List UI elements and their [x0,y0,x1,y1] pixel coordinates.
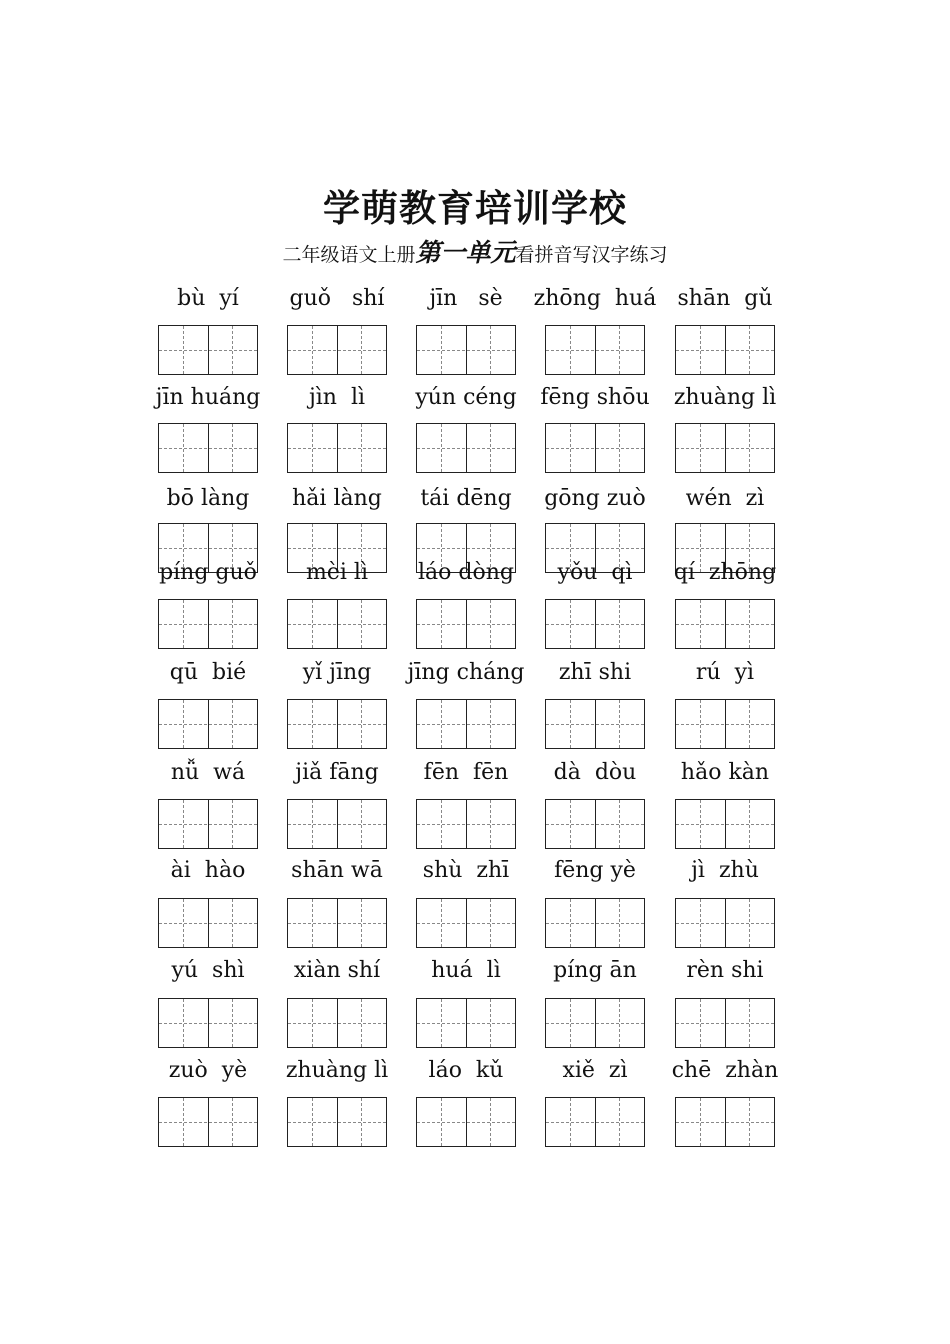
pinyin-label: nǚ wá [170,760,246,785]
box-guide-vertical [361,424,362,472]
box-guide-vertical [619,899,620,947]
box-guide-horizontal [417,448,515,449]
pinyin-label: xiàn shí [293,958,381,983]
box-guide-horizontal [676,1023,774,1024]
pinyin-label: jìn lì [308,385,366,410]
pinyin-label: yǐ jīng [302,660,372,685]
box-guide-horizontal [417,624,515,625]
box-guide-horizontal [676,923,774,924]
box-guide-horizontal [676,350,774,351]
box-guide-horizontal [417,1122,515,1123]
box-guide-vertical [361,999,362,1047]
page-title: 学萌教育培训学校 [323,187,627,230]
box-guide-vertical [441,999,442,1047]
pinyin-label: shù zhī [422,858,510,883]
writing-box[interactable] [545,898,645,948]
box-guide-vertical [570,424,571,472]
writing-box[interactable] [158,423,258,473]
pinyin-label: jì zhù [691,858,759,883]
box-guide-vertical [183,600,184,648]
writing-box[interactable] [545,799,645,849]
pinyin-label: láo kǔ [428,1058,504,1083]
pinyin-label: mèi lì [306,560,368,585]
writing-box[interactable] [287,1097,387,1147]
box-guide-horizontal [676,724,774,725]
pinyin-label: chē zhàn [671,1058,779,1083]
writing-box[interactable] [158,898,258,948]
box-guide-vertical [312,424,313,472]
pinyin-label: jīng cháng [407,660,525,685]
writing-box[interactable] [287,599,387,649]
box-guide-horizontal [288,923,386,924]
box-guide-vertical [232,899,233,947]
box-guide-vertical [570,700,571,748]
writing-box[interactable] [416,423,516,473]
box-guide-vertical [312,326,313,374]
box-guide-vertical [570,1098,571,1146]
subtitle-suffix: 看拼音写汉字练习 [515,244,668,266]
pinyin-label: jiǎ fāng [295,760,379,785]
pinyin-label: gōng zuò [544,486,646,511]
box-guide-vertical [749,424,750,472]
box-guide-horizontal [546,1122,644,1123]
pinyin-label: píng ān [553,958,637,983]
pinyin-label: yú shì [171,958,245,983]
pinyin-label: jīn huáng [155,385,261,410]
pinyin-label: ài hào [170,858,246,883]
box-guide-vertical [183,899,184,947]
pinyin-label: wén zì [685,486,765,511]
writing-box[interactable] [675,898,775,948]
box-guide-horizontal [159,724,257,725]
writing-box[interactable] [416,599,516,649]
writing-box[interactable] [416,699,516,749]
box-guide-horizontal [159,548,257,549]
box-guide-vertical [490,899,491,947]
pinyin-label: tái dēng [420,486,512,511]
writing-box[interactable] [545,998,645,1048]
box-guide-vertical [749,326,750,374]
writing-box[interactable] [545,325,645,375]
box-guide-vertical [619,999,620,1047]
box-guide-vertical [361,600,362,648]
box-guide-vertical [232,1098,233,1146]
box-guide-horizontal [159,448,257,449]
box-guide-vertical [700,999,701,1047]
pinyin-label: guǒ shí [289,286,385,311]
box-guide-horizontal [676,1122,774,1123]
writing-box[interactable] [675,699,775,749]
box-guide-vertical [490,800,491,848]
writing-box[interactable] [158,599,258,649]
box-guide-vertical [490,700,491,748]
writing-box[interactable] [158,1097,258,1147]
box-guide-vertical [700,700,701,748]
box-guide-vertical [361,326,362,374]
box-guide-vertical [312,600,313,648]
writing-box[interactable] [675,325,775,375]
box-guide-vertical [570,899,571,947]
box-guide-vertical [183,326,184,374]
pinyin-label: shān gǔ [677,286,773,311]
box-guide-horizontal [288,724,386,725]
pinyin-label: fēng yè [554,858,636,883]
pinyin-label: láo dòng [418,560,514,585]
pinyin-label: jīn sè [429,286,503,311]
box-guide-vertical [700,1098,701,1146]
box-guide-horizontal [546,923,644,924]
box-guide-vertical [441,424,442,472]
subtitle-prefix: 二年级语文上册 [282,244,416,266]
box-guide-horizontal [546,624,644,625]
box-guide-vertical [749,1098,750,1146]
box-guide-vertical [749,700,750,748]
writing-box[interactable] [675,423,775,473]
box-guide-vertical [361,800,362,848]
box-guide-vertical [570,999,571,1047]
writing-box[interactable] [158,799,258,849]
box-guide-vertical [232,424,233,472]
box-guide-vertical [441,899,442,947]
box-guide-horizontal [546,548,644,549]
writing-box[interactable] [287,898,387,948]
pinyin-label: hǎi làng [292,486,382,511]
box-guide-horizontal [159,923,257,924]
box-guide-vertical [183,1098,184,1146]
box-guide-horizontal [676,624,774,625]
box-guide-vertical [232,700,233,748]
box-guide-vertical [361,1098,362,1146]
pinyin-label: qū bié [169,660,247,685]
box-guide-horizontal [546,1023,644,1024]
box-guide-vertical [619,800,620,848]
writing-box[interactable] [675,1097,775,1147]
box-guide-horizontal [288,1023,386,1024]
box-guide-vertical [490,1098,491,1146]
box-guide-vertical [312,800,313,848]
box-guide-horizontal [159,1122,257,1123]
box-guide-vertical [232,600,233,648]
box-guide-vertical [749,899,750,947]
box-guide-horizontal [288,548,386,549]
pinyin-label: shān wā [291,858,383,883]
writing-box[interactable] [158,325,258,375]
writing-box[interactable] [545,699,645,749]
box-guide-vertical [441,800,442,848]
box-guide-vertical [183,424,184,472]
box-guide-vertical [619,424,620,472]
writing-box[interactable] [416,799,516,849]
box-guide-horizontal [288,1122,386,1123]
box-guide-horizontal [546,350,644,351]
pinyin-label: fēng shōu [540,385,650,410]
box-guide-vertical [183,800,184,848]
box-guide-horizontal [676,448,774,449]
box-guide-vertical [749,600,750,648]
pinyin-label: píng guǒ [159,560,257,585]
box-guide-horizontal [159,1023,257,1024]
pinyin-label: dà dòu [553,760,637,785]
box-guide-horizontal [417,824,515,825]
pinyin-label: rú yì [695,660,755,685]
box-guide-vertical [183,999,184,1047]
box-guide-vertical [361,899,362,947]
pinyin-label: yǒu qì [557,560,633,585]
writing-box[interactable] [545,423,645,473]
box-guide-vertical [232,800,233,848]
box-guide-vertical [490,326,491,374]
box-guide-horizontal [676,824,774,825]
box-guide-horizontal [417,724,515,725]
box-guide-horizontal [546,724,644,725]
writing-box[interactable] [545,1097,645,1147]
box-guide-vertical [619,600,620,648]
box-guide-vertical [232,999,233,1047]
writing-box[interactable] [158,699,258,749]
box-guide-horizontal [288,624,386,625]
box-guide-vertical [619,700,620,748]
box-guide-vertical [312,1098,313,1146]
pinyin-label: bō làng [166,486,250,511]
box-guide-vertical [700,326,701,374]
box-guide-vertical [700,800,701,848]
box-guide-vertical [232,326,233,374]
pinyin-label: bù yí [177,286,239,311]
box-guide-horizontal [159,350,257,351]
box-guide-vertical [441,600,442,648]
box-guide-vertical [490,999,491,1047]
box-guide-vertical [619,326,620,374]
box-guide-horizontal [546,824,644,825]
box-guide-vertical [490,424,491,472]
pinyin-label: hǎo kàn [680,760,770,785]
pinyin-label: zhī shi [558,660,632,685]
writing-box[interactable] [158,998,258,1048]
pinyin-label: huá lì [431,958,501,983]
box-guide-horizontal [159,824,257,825]
box-guide-vertical [570,326,571,374]
box-guide-vertical [312,899,313,947]
pinyin-label: yún céng [415,385,517,410]
box-guide-vertical [700,600,701,648]
box-guide-vertical [700,424,701,472]
box-guide-horizontal [417,350,515,351]
box-guide-vertical [441,1098,442,1146]
box-guide-vertical [749,800,750,848]
pinyin-label: xiě zì [562,1058,628,1083]
box-guide-vertical [441,700,442,748]
box-guide-vertical [619,1098,620,1146]
writing-box[interactable] [287,998,387,1048]
writing-box[interactable] [675,799,775,849]
box-guide-vertical [700,899,701,947]
writing-box[interactable] [287,699,387,749]
writing-box[interactable] [287,799,387,849]
box-guide-horizontal [159,624,257,625]
box-guide-horizontal [417,923,515,924]
box-guide-vertical [749,999,750,1047]
pinyin-label: zuò yè [168,1058,248,1083]
writing-box[interactable] [287,423,387,473]
writing-box[interactable] [416,898,516,948]
pinyin-label: rèn shi [686,958,764,983]
box-guide-horizontal [288,824,386,825]
writing-box[interactable] [416,325,516,375]
writing-box[interactable] [416,1097,516,1147]
box-guide-vertical [312,999,313,1047]
pinyin-label: zhōng huá [533,286,657,311]
box-guide-vertical [183,700,184,748]
writing-box[interactable] [287,325,387,375]
pinyin-label: fēn fēn [423,760,509,785]
box-guide-horizontal [417,1023,515,1024]
box-guide-horizontal [546,448,644,449]
writing-box[interactable] [675,998,775,1048]
box-guide-vertical [312,700,313,748]
box-guide-horizontal [417,548,515,549]
box-guide-vertical [361,700,362,748]
box-guide-vertical [570,800,571,848]
writing-box[interactable] [416,998,516,1048]
box-guide-horizontal [288,448,386,449]
writing-box[interactable] [545,599,645,649]
box-guide-vertical [441,326,442,374]
pinyin-label: zhuàng lì [673,385,777,410]
pinyin-label: qí zhōng [673,560,777,585]
subtitle-unit: 第一单元 [415,238,516,267]
writing-box[interactable] [675,599,775,649]
box-guide-horizontal [288,350,386,351]
box-guide-horizontal [676,548,774,549]
pinyin-label: zhuàng lì [285,1058,389,1083]
box-guide-vertical [570,600,571,648]
page-subtitle [0,233,950,269]
box-guide-vertical [490,600,491,648]
